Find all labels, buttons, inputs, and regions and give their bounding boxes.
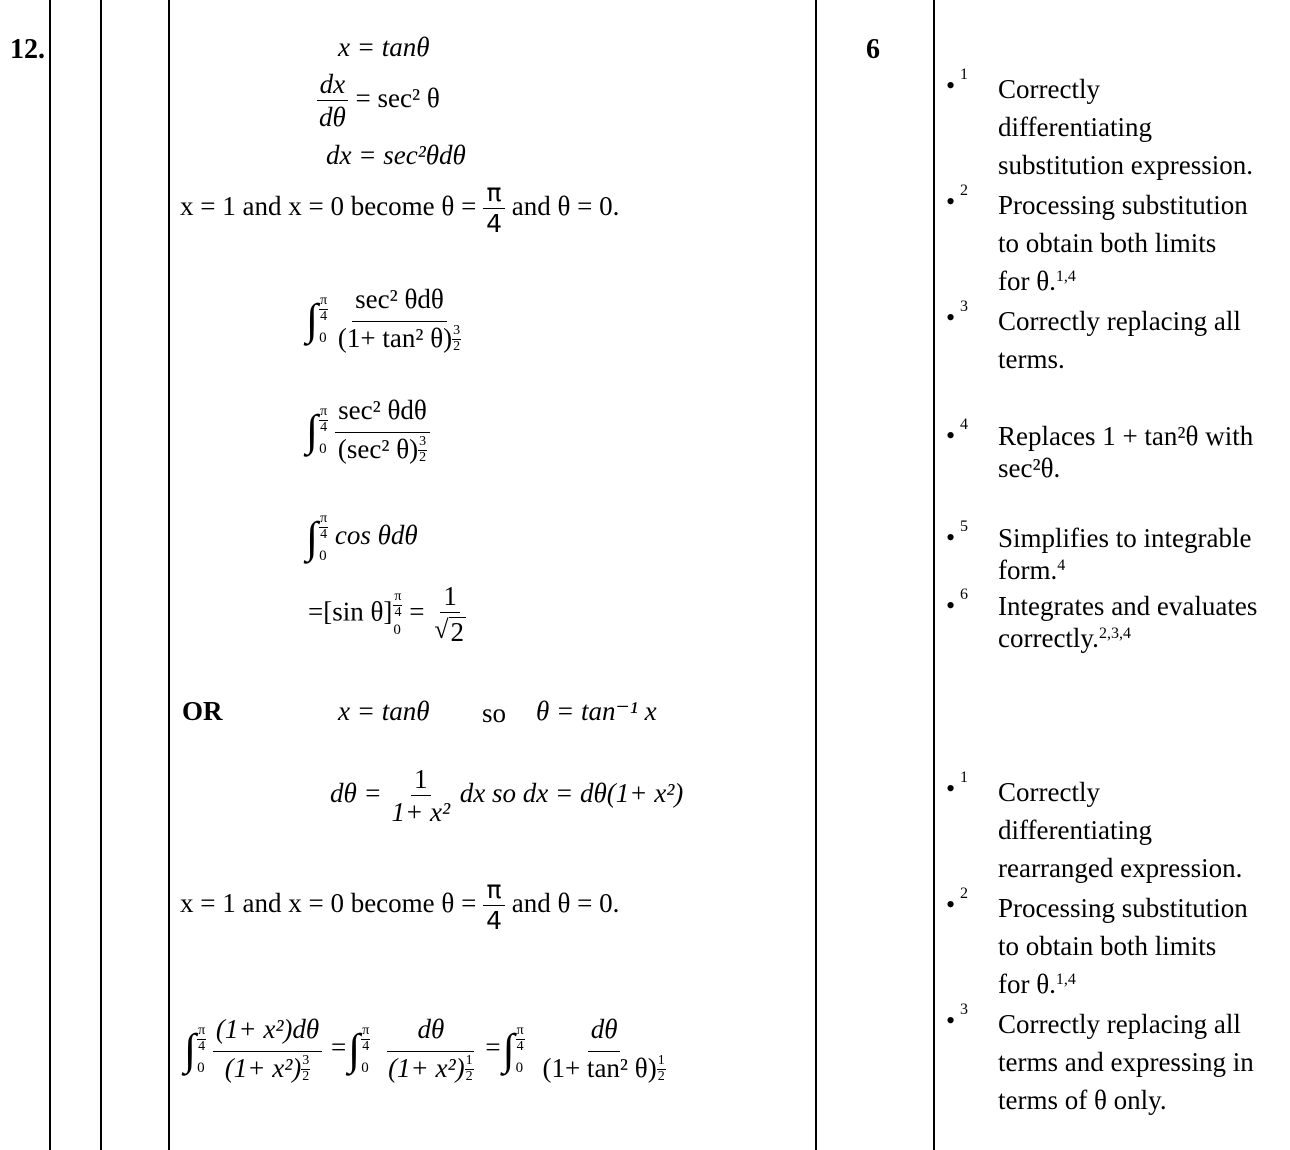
evaluation: =[sin θ] π 4 0 = 1 √ 2 (308, 581, 464, 648)
note-alt-1: • 1 Correctly differentiating rearranged expression. (946, 773, 1242, 887)
bullet-icon: • 3 (946, 298, 968, 332)
note-alt-2: • 2 Processing substitution to obtain both limits for θ.$^{1,4}$ (946, 889, 1248, 1003)
step-dx: dx = sec²θdθ (326, 140, 466, 170)
integral-4: (1+ x²)dθ (1+ x²) $\frac{3}{2}$ (213, 1015, 322, 1085)
question-marks: 6 (866, 34, 880, 65)
note-4: • 4 Replaces 1 + tan²θ with sec²θ. (946, 416, 1254, 483)
alt-so: so (482, 698, 507, 728)
integral-5: dθ (1+ x²) $\frac{1}{2}$ (388, 1014, 473, 1085)
note-6: • 6 Integrates and evaluates correctly.$^{2,3,4}$ (946, 586, 1258, 653)
alt-substitution: x = tanθ (338, 696, 430, 726)
question-number: 12. (10, 34, 45, 65)
or-label: OR (182, 696, 223, 726)
note-1: • 1 Correctly differentiating substitution expression. (946, 70, 1253, 184)
limits-line-1: x = 1 and x = 0 become θ = $\frac{\pi}{4}$ and θ = 0. (180, 178, 620, 239)
note-3: • 3 Correctly replacing all terms. (946, 302, 1241, 378)
bullet-icon: • 6 (946, 586, 968, 620)
bullet-icon: • 5 (946, 518, 968, 552)
bullet-icon: • 4 (946, 416, 968, 450)
integral-3: ∫ π 4 0 cos θdθ (306, 511, 418, 564)
bullet-icon: • 2 (946, 885, 968, 919)
integral-chain: ∫ π 4 0 (1+ x²)dθ (1+ x²) $\frac{3}{2}$ =∫ π 4 0 dθ (1+ x²) $\frac{1}{2}$ =∫ π 4 0 dθ (1+ tan² θ) $\frac{1}{2}$ (184, 1015, 669, 1085)
limits-line-2: x = 1 and x = 0 become θ = $\frac{\pi}{4}$ and θ = 0. (180, 875, 620, 936)
alt-derivative: dθ = $\frac{1}{\text{1+ x²}}$ dx so dx = dθ(1+ x²) (330, 764, 684, 828)
table-rule-4 (815, 0, 817, 1150)
table-rule-1 (49, 0, 51, 1150)
bullet-icon: • 3 (946, 1001, 968, 1035)
table-rule-2 (100, 0, 102, 1150)
derivative-fraction: $\frac{dx}{d\theta}$ (316, 70, 349, 132)
step-derivative: $\frac{dx}{d\theta}$ = sec² θ (316, 70, 440, 132)
bullet-icon: • 1 (946, 769, 968, 803)
table-rule-3 (168, 0, 170, 1150)
note-5: • 5 Simplifies to integrable form.$^4$ (946, 518, 1252, 585)
alt-inverse: θ = tan⁻¹ x (536, 696, 657, 726)
note-2: • 2 Processing substitution to obtain both limits for θ.$^{1,4}$ (946, 186, 1248, 300)
integral-6: dθ (1+ tan² θ) $\frac{1}{2}$ (542, 1014, 665, 1085)
table-rule-5 (933, 0, 935, 1150)
step-substitution: x = tanθ (338, 32, 430, 62)
bullet-icon: • 2 (946, 182, 968, 216)
integral-2: ∫ π 4 0 sec² θdθ (sec² θ) $\frac{3}{2}$ (306, 396, 430, 466)
integral-1: ∫ π 4 0 sec² θdθ (1+ tan² θ) $\frac{3}{2}$ (306, 284, 461, 355)
bullet-icon: • 1 (946, 66, 968, 100)
note-alt-3: • 3 Correctly replacing all terms and expressing in terms of θ only. (946, 1005, 1254, 1119)
